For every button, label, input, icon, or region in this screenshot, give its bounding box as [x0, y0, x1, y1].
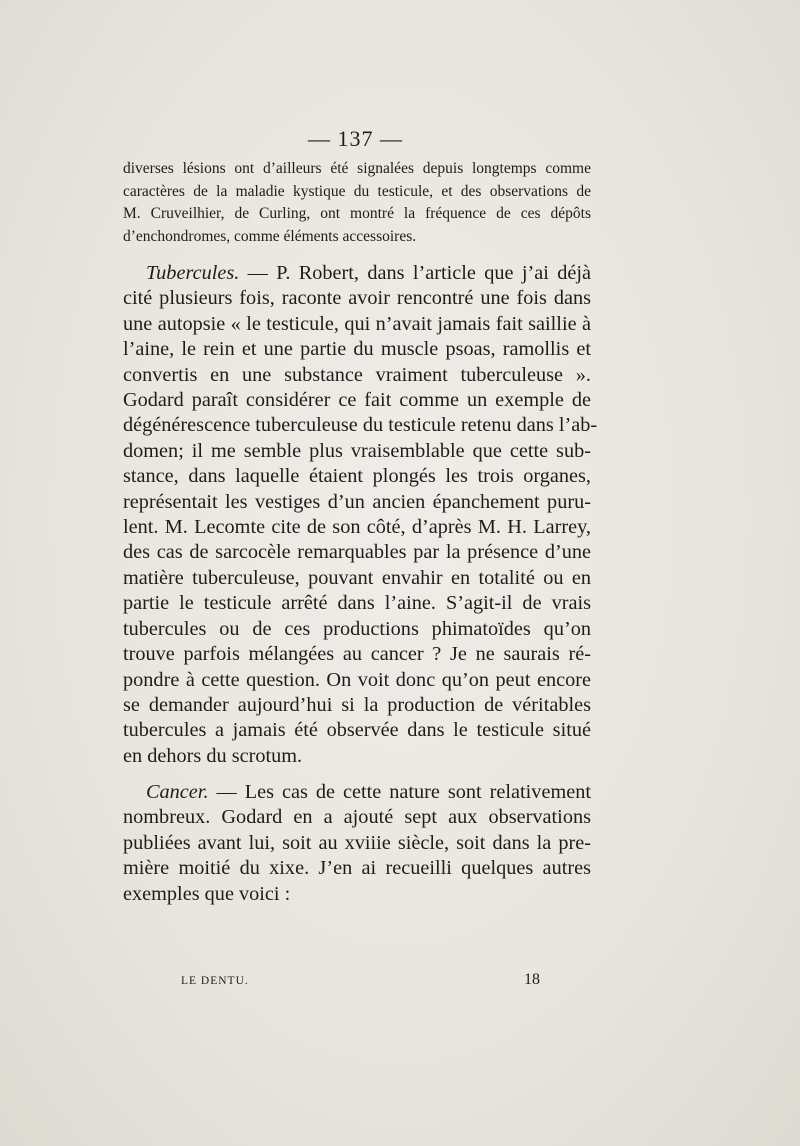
paragraph-line: domen; il me semble plus vraisemblable que cette sub- — [123, 439, 591, 462]
paragraph-tubercules — [123, 261, 598, 769]
paragraph-line: — P. Robert, dans l’article que j’ai déjà — [239, 262, 591, 284]
paragraph-line: exemples que voici : — [123, 882, 291, 905]
paragraph-line: publiées avant lui, soit au xviiie siècle, soit dans la pre- — [123, 831, 591, 854]
paragraph-line: matière tuberculeuse, pouvant envahir en totalité ou en — [123, 566, 591, 589]
footnote-line: caractères de la maladie kystique du testicule, et des observations de — [123, 182, 591, 200]
paragraph-line: se demander aujourd’hui si la production de véritables — [123, 693, 591, 716]
section-heading-tubercules: Tubercules. — [146, 262, 240, 284]
paragraph-line: tubercules ou de ces productions phimatoïdes qu’on — [123, 617, 591, 640]
paragraph-line: Godard paraît considérer ce fait comme un exemple de — [123, 389, 591, 412]
page-number: — 137 — — [308, 126, 403, 151]
paragraph-line: convertis en une substance vraiment tuberculeuse ». — [123, 363, 591, 386]
footnote-line: M. Cruveilhier, de Curling, ont montré la fréquence de ces dépôts — [123, 205, 591, 223]
paragraph-line: partie le testicule arrêté dans l’aine. S’agit-il de vrais — [123, 592, 591, 615]
paragraph-line: tubercules a jamais été observée dans le testicule situé — [123, 719, 591, 742]
footer-signature-mark: 18 — [524, 971, 540, 988]
footnote-line: diverses lésions ont d’ailleurs été signalées depuis longtemps comme — [123, 160, 591, 177]
paragraph-first-line — [123, 261, 591, 286]
paragraph-line: pondre à cette question. On voit donc qu’on peut encore — [123, 668, 591, 691]
paragraph-line: mière moitié du xixe. J’en ai recueilli quelques autres — [123, 857, 591, 880]
paragraph-line: — Les cas de cette nature sont relativement — [208, 781, 591, 803]
paragraph-line: en dehors du scrotum. — [123, 744, 303, 767]
paragraph-line: représentait les vestiges d’un ancien épanchement puru- — [123, 490, 591, 513]
paragraph-line: dégénérescence tuberculeuse du testicule retenu dans l’ab- — [123, 414, 598, 437]
paragraph-line: nombreux. Godard en a ajouté sept aux observations — [123, 806, 591, 829]
paragraph-line: une autopsie « le testicule, qui n’avait jamais fait saillie à — [123, 312, 591, 335]
paragraph-line: cité plusieurs fois, raconte avoir rencontré une fois dans — [123, 287, 591, 310]
paragraph-line: stance, dans laquelle étaient plongés les trois organes, — [123, 465, 591, 488]
paragraph-line: l’aine, le rein et une partie du muscle psoas, ramollis et — [123, 338, 591, 361]
paragraph-line: trouve parfois mélangées au cancer ? Je ne saurais ré- — [123, 643, 591, 666]
footnote-paragraph — [123, 158, 591, 249]
footnote-line: d’enchondromes, comme éléments accessoires. — [123, 228, 417, 246]
paragraph-cancer — [123, 780, 591, 907]
paragraph-first-line — [123, 780, 591, 805]
paragraph-line: lent. M. Lecomte cite de son côté, d’après M. H. Larrey, — [123, 516, 591, 539]
footer-author: LE DENTU. — [181, 975, 249, 987]
section-heading-cancer: Cancer. — [146, 781, 209, 803]
paragraph-line: des cas de sarcocèle remarquables par la présence d’une — [123, 541, 591, 564]
